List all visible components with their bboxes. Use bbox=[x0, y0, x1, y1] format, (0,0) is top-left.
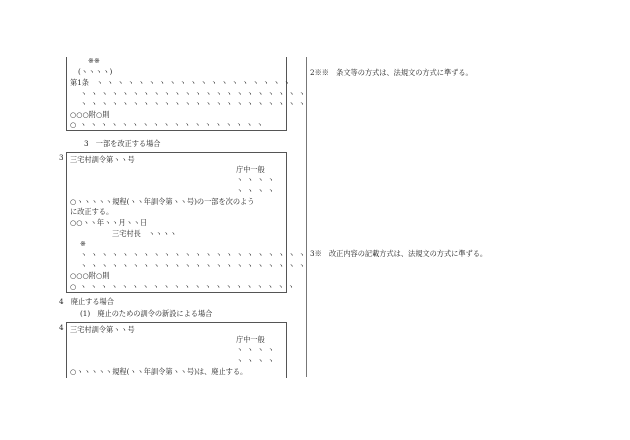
box2-mayor: 三宅村長 ヽヽヽヽ bbox=[112, 229, 177, 238]
box2-line-b: ヽヽヽヽヽヽヽヽヽヽヽヽヽヽヽヽヽヽヽヽヽヽ bbox=[80, 261, 309, 270]
box2-line-a: ヽヽヽヽヽヽヽヽヽヽヽヽヽヽヽヽヽヽヽヽヽヽ bbox=[80, 250, 309, 259]
box1-line5: ○ヽヽヽヽヽヽヽヽヽヽヽヽヽヽヽヽヽヽ bbox=[70, 120, 267, 129]
box3-body-line1: ○ヽヽヽヽヽ規程(ヽヽ年訓令第ヽヽ号)は、廃止する。 bbox=[70, 367, 248, 376]
box2-date: ○○ヽヽ年ヽヽ月ヽヽ日 bbox=[70, 218, 148, 227]
note-article-format: 2※※ 条文等の方式は、法規文の方式に準ずる。 bbox=[310, 68, 473, 77]
box2-line-c: ○ヽヽヽヽヽヽヽヽヽヽヽヽヽヽヽヽヽヽヽヽヽ bbox=[70, 282, 298, 291]
box2-rule-number: 三宅村訓令第ヽヽ号 bbox=[70, 155, 135, 164]
section3-heading: 3 一部を改正する場合 bbox=[84, 139, 161, 148]
box1-article-line1: ヽヽヽヽヽヽヽヽヽヽヽヽヽヽヽヽヽヽヽ bbox=[96, 78, 294, 87]
box2-body-line1: ○ヽヽヽヽヽ規程(ヽヽ年訓令第ヽヽ号)の一部を次のよう bbox=[70, 197, 255, 206]
box2-body-line2: に改正する。 bbox=[70, 207, 114, 216]
box2-mark: ※ bbox=[80, 239, 87, 248]
box2-side-number: 3 bbox=[59, 153, 64, 162]
box3-ticks2: ヽヽヽヽ bbox=[236, 356, 278, 365]
section4-heading: 4 廃止する場合 bbox=[59, 297, 114, 306]
box3-side-number: 4 bbox=[59, 323, 64, 332]
box2-fusoku: ○○○附○則 bbox=[70, 271, 110, 280]
box2-ticks1: ヽヽヽヽ bbox=[236, 175, 278, 184]
box3-office: 庁中一般 bbox=[236, 335, 265, 344]
box3-ticks1: ヽヽヽヽ bbox=[236, 345, 278, 354]
box1-fusoku: ○○○附○則 bbox=[70, 110, 110, 119]
box2-office: 庁中一般 bbox=[236, 165, 265, 174]
box3-rule-number: 三宅村訓令第ヽヽ号 bbox=[70, 325, 135, 334]
section4-subheading: (1) 廃止のための訓令の新設による場合 bbox=[80, 309, 213, 318]
box1-paren: (ヽヽヽヽ) bbox=[78, 67, 113, 76]
box1-marks: ※※ bbox=[88, 56, 101, 65]
box2-ticks2: ヽヽヽヽ bbox=[236, 186, 278, 195]
box1-line3: ヽヽヽヽヽヽヽヽヽヽヽヽヽヽヽヽヽヽヽヽヽヽ bbox=[80, 99, 309, 108]
box1-line2: ヽヽヽヽヽヽヽヽヽヽヽヽヽヽヽヽヽヽヽヽヽヽ bbox=[80, 89, 309, 98]
note-amendment-format: 3※ 改正内容の記載方式は、法規文の方式に準ずる。 bbox=[310, 249, 488, 258]
box1-article-prefix: 第1条 bbox=[70, 78, 89, 87]
